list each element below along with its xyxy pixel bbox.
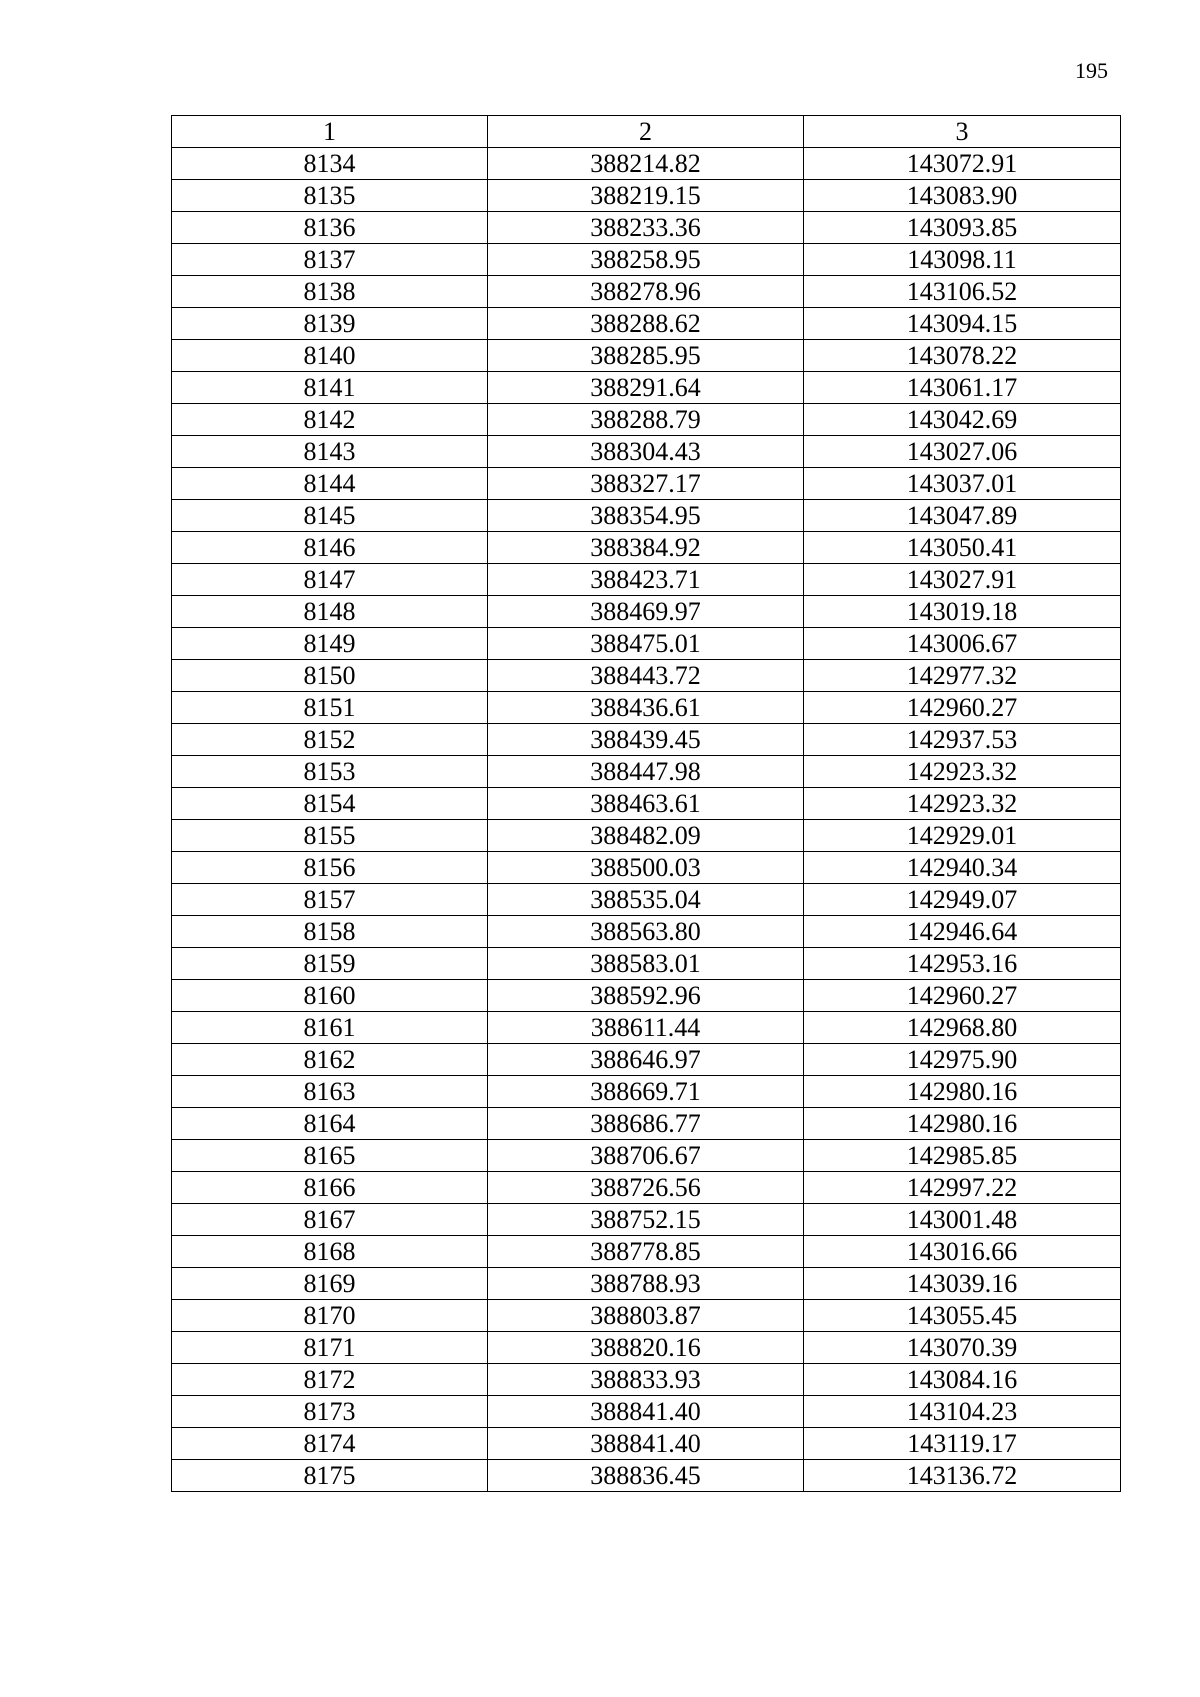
table-cell: 8142 [172, 404, 488, 436]
table-cell: 142937.53 [804, 724, 1121, 756]
table-cell: 143072.91 [804, 148, 1121, 180]
table-row [172, 404, 1121, 436]
table-row [172, 1172, 1121, 1204]
table-cell: 388706.67 [488, 1140, 804, 1172]
table-cell: 142960.27 [804, 980, 1121, 1012]
table-cell: 8158 [172, 916, 488, 948]
table-header-row [172, 116, 1121, 148]
table-cell: 142960.27 [804, 692, 1121, 724]
table-cell: 8152 [172, 724, 488, 756]
table-cell: 388439.45 [488, 724, 804, 756]
table-cell: 143047.89 [804, 500, 1121, 532]
table-cell: 388686.77 [488, 1108, 804, 1140]
table-row [172, 1364, 1121, 1396]
table-row [172, 1396, 1121, 1428]
table-cell: 143104.23 [804, 1396, 1121, 1428]
table-cell: 8167 [172, 1204, 488, 1236]
column-header: 1 [172, 116, 488, 148]
table-row [172, 1140, 1121, 1172]
table-cell: 8143 [172, 436, 488, 468]
table-cell: 388646.97 [488, 1044, 804, 1076]
table-cell: 388803.87 [488, 1300, 804, 1332]
table-cell: 143037.01 [804, 468, 1121, 500]
page-number: 195 [1075, 58, 1108, 83]
table-cell: 143055.45 [804, 1300, 1121, 1332]
table-body [172, 116, 1121, 1492]
table-row [172, 1236, 1121, 1268]
table-cell: 143098.11 [804, 244, 1121, 276]
table-row [172, 692, 1121, 724]
table-row [172, 852, 1121, 884]
table-cell: 8139 [172, 308, 488, 340]
table-row [172, 1204, 1121, 1236]
table-cell: 8148 [172, 596, 488, 628]
table-cell: 388841.40 [488, 1428, 804, 1460]
table-cell: 388611.44 [488, 1012, 804, 1044]
table-cell: 388836.45 [488, 1460, 804, 1492]
table-cell: 142923.32 [804, 788, 1121, 820]
table-cell: 388258.95 [488, 244, 804, 276]
table-cell: 8159 [172, 948, 488, 980]
table-cell: 388436.61 [488, 692, 804, 724]
table-cell: 388291.64 [488, 372, 804, 404]
table-cell: 8134 [172, 148, 488, 180]
table-cell: 8150 [172, 660, 488, 692]
table-row [172, 1428, 1121, 1460]
table-cell: 143136.72 [804, 1460, 1121, 1492]
table-cell: 388469.97 [488, 596, 804, 628]
table-cell: 143094.15 [804, 308, 1121, 340]
table-cell: 388214.82 [488, 148, 804, 180]
table-cell: 388788.93 [488, 1268, 804, 1300]
table-cell: 8146 [172, 532, 488, 564]
table-row [172, 1044, 1121, 1076]
table-cell: 142946.64 [804, 916, 1121, 948]
table-row [172, 436, 1121, 468]
table-cell: 143027.91 [804, 564, 1121, 596]
table-cell: 388583.01 [488, 948, 804, 980]
table-cell: 142953.16 [804, 948, 1121, 980]
table-cell: 142975.90 [804, 1044, 1121, 1076]
table-row [172, 1108, 1121, 1140]
table-cell: 8173 [172, 1396, 488, 1428]
table-cell: 8170 [172, 1300, 488, 1332]
table-cell: 8166 [172, 1172, 488, 1204]
table-cell: 143061.17 [804, 372, 1121, 404]
table-cell: 143106.52 [804, 276, 1121, 308]
table-cell: 8145 [172, 500, 488, 532]
table-cell: 388592.96 [488, 980, 804, 1012]
table-cell: 8153 [172, 756, 488, 788]
table-row [172, 660, 1121, 692]
table-row [172, 1300, 1121, 1332]
table-cell: 143006.67 [804, 628, 1121, 660]
table-cell: 388482.09 [488, 820, 804, 852]
table-cell: 8149 [172, 628, 488, 660]
table-row [172, 500, 1121, 532]
table-cell: 142940.34 [804, 852, 1121, 884]
table-cell: 388354.95 [488, 500, 804, 532]
table-cell: 388726.56 [488, 1172, 804, 1204]
table-row [172, 148, 1121, 180]
table-cell: 388500.03 [488, 852, 804, 884]
table-cell: 8161 [172, 1012, 488, 1044]
table-cell: 142949.07 [804, 884, 1121, 916]
table-cell: 143019.18 [804, 596, 1121, 628]
table-cell: 8162 [172, 1044, 488, 1076]
table-row [172, 948, 1121, 980]
table-row [172, 596, 1121, 628]
table-cell: 8163 [172, 1076, 488, 1108]
table-row [172, 212, 1121, 244]
table-cell: 8141 [172, 372, 488, 404]
table-cell: 388219.15 [488, 180, 804, 212]
table-cell: 388463.61 [488, 788, 804, 820]
table-cell: 8155 [172, 820, 488, 852]
table-cell: 388423.71 [488, 564, 804, 596]
table-row [172, 180, 1121, 212]
table-row [172, 532, 1121, 564]
table-cell: 8154 [172, 788, 488, 820]
table-cell: 388443.72 [488, 660, 804, 692]
table-row [172, 916, 1121, 948]
table-cell: 143016.66 [804, 1236, 1121, 1268]
table-cell: 388841.40 [488, 1396, 804, 1428]
table-row [172, 1332, 1121, 1364]
table-cell: 8136 [172, 212, 488, 244]
table-cell: 143093.85 [804, 212, 1121, 244]
table-cell: 8169 [172, 1268, 488, 1300]
table-cell: 143070.39 [804, 1332, 1121, 1364]
table-cell: 388563.80 [488, 916, 804, 948]
table-cell: 388535.04 [488, 884, 804, 916]
table-row [172, 884, 1121, 916]
table-cell: 143001.48 [804, 1204, 1121, 1236]
table-cell: 388288.62 [488, 308, 804, 340]
table-row [172, 308, 1121, 340]
table-cell: 388669.71 [488, 1076, 804, 1108]
table-cell: 8137 [172, 244, 488, 276]
table-cell: 388285.95 [488, 340, 804, 372]
table-row [172, 1012, 1121, 1044]
table-cell: 142977.32 [804, 660, 1121, 692]
table-cell: 8168 [172, 1236, 488, 1268]
table-cell: 142980.16 [804, 1076, 1121, 1108]
table-cell: 8171 [172, 1332, 488, 1364]
table-cell: 388288.79 [488, 404, 804, 436]
table-cell: 8135 [172, 180, 488, 212]
table-cell: 388833.93 [488, 1364, 804, 1396]
table-cell: 142968.80 [804, 1012, 1121, 1044]
table-cell: 143042.69 [804, 404, 1121, 436]
table-cell: 388820.16 [488, 1332, 804, 1364]
table-cell: 143078.22 [804, 340, 1121, 372]
table-cell: 143119.17 [804, 1428, 1121, 1460]
table-row [172, 340, 1121, 372]
coordinates-table [171, 115, 1121, 1492]
table-row [172, 628, 1121, 660]
table-row [172, 468, 1121, 500]
table-row [172, 788, 1121, 820]
column-header: 3 [804, 116, 1121, 148]
table-cell: 388304.43 [488, 436, 804, 468]
table-row [172, 564, 1121, 596]
table-cell: 143083.90 [804, 180, 1121, 212]
table-cell: 8172 [172, 1364, 488, 1396]
table-cell: 8144 [172, 468, 488, 500]
table-cell: 388233.36 [488, 212, 804, 244]
table-cell: 8138 [172, 276, 488, 308]
table-row [172, 1460, 1121, 1492]
table-cell: 388475.01 [488, 628, 804, 660]
table-cell: 8140 [172, 340, 488, 372]
table-row [172, 276, 1121, 308]
table-cell: 142997.22 [804, 1172, 1121, 1204]
column-header: 2 [488, 116, 804, 148]
table-row [172, 756, 1121, 788]
table-cell: 8164 [172, 1108, 488, 1140]
table-row [172, 980, 1121, 1012]
table-cell: 8156 [172, 852, 488, 884]
table-cell: 143084.16 [804, 1364, 1121, 1396]
table-cell: 388327.17 [488, 468, 804, 500]
table-cell: 143039.16 [804, 1268, 1121, 1300]
table-row [172, 820, 1121, 852]
table-cell: 388384.92 [488, 532, 804, 564]
table-row [172, 244, 1121, 276]
table-row [172, 1268, 1121, 1300]
table-cell: 8147 [172, 564, 488, 596]
table-cell: 142985.85 [804, 1140, 1121, 1172]
table-cell: 8160 [172, 980, 488, 1012]
table-cell: 8174 [172, 1428, 488, 1460]
table-row [172, 1076, 1121, 1108]
table-cell: 8175 [172, 1460, 488, 1492]
table-cell: 143027.06 [804, 436, 1121, 468]
table-cell: 388752.15 [488, 1204, 804, 1236]
table-cell: 388447.98 [488, 756, 804, 788]
table-cell: 8165 [172, 1140, 488, 1172]
table-cell: 143050.41 [804, 532, 1121, 564]
table-cell: 388278.96 [488, 276, 804, 308]
table-cell: 142923.32 [804, 756, 1121, 788]
table-cell: 142929.01 [804, 820, 1121, 852]
table-cell: 388778.85 [488, 1236, 804, 1268]
table-row [172, 724, 1121, 756]
table-row [172, 372, 1121, 404]
table-cell: 8151 [172, 692, 488, 724]
table-cell: 8157 [172, 884, 488, 916]
table-cell: 142980.16 [804, 1108, 1121, 1140]
